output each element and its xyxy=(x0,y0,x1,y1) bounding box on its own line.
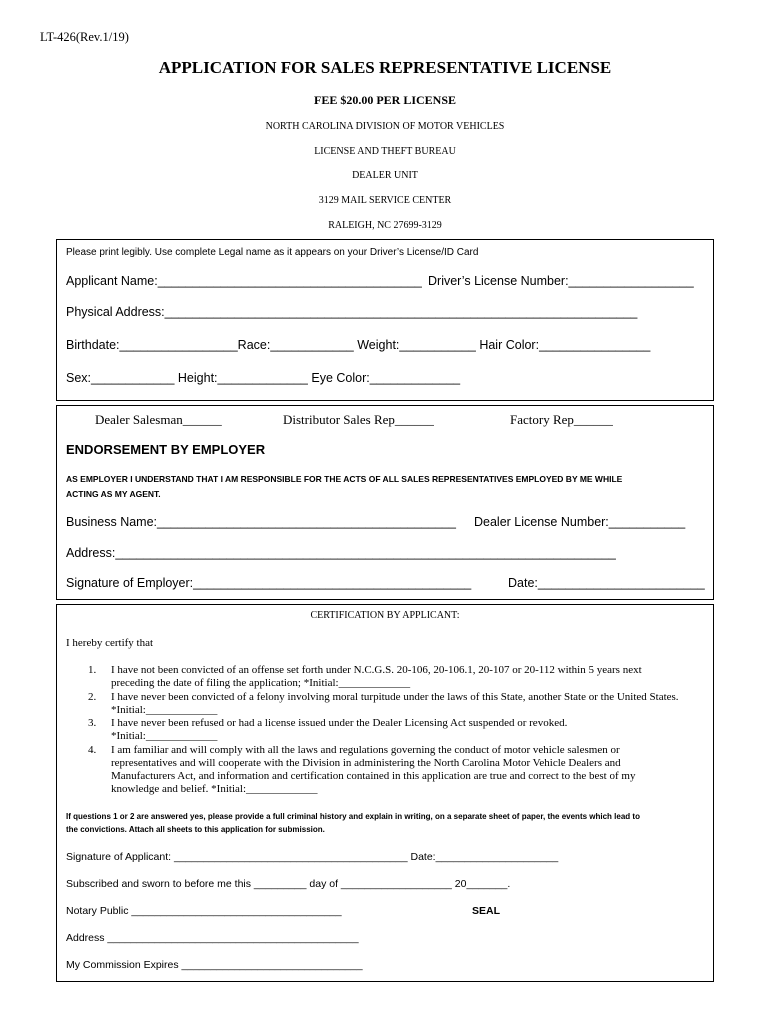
employer-date-field[interactable]: Date:________________________ xyxy=(508,576,705,590)
initial-field-3[interactable]: *Initial:_____________ xyxy=(111,730,218,742)
initial-field-1[interactable]: preceding the date of filing the application; *Initial:_____________ xyxy=(111,677,411,689)
employer-signature-field[interactable]: Signature of Employer:________________________________________ xyxy=(66,576,472,590)
city-state-zip: RALEIGH, NC 27699-3129 xyxy=(328,220,442,231)
certification-intro: I hereby certify that xyxy=(66,637,154,649)
sex-height-eye-row[interactable]: Sex:____________ Height:_____________ Eye Color:_____________ xyxy=(66,371,461,385)
dealer-license-number-field[interactable]: Dealer License Number:___________ xyxy=(474,515,686,529)
factory-rep-option[interactable]: Factory Rep______ xyxy=(510,412,613,427)
applicant-signature-field[interactable]: Signature of Applicant: ________________________________________ Date:_____________________ xyxy=(66,851,559,863)
physical-attributes-row[interactable]: Birthdate:_________________Race:____________ Weight:___________ Hair Color:________________ xyxy=(66,338,651,352)
dealer-salesman-option[interactable]: Dealer Salesman______ xyxy=(95,412,222,427)
business-name-field[interactable]: Business Name:___________________________________________ xyxy=(66,515,456,529)
form-id: LT-426(Rev.1/19) xyxy=(40,30,129,44)
criminal-history-note-line2: the convictions. Attach all sheets to this application for submission. xyxy=(66,825,325,834)
physical-address-field[interactable]: Physical Address:____________________________________________________________________ xyxy=(66,305,638,319)
unit-name: DEALER UNIT xyxy=(352,170,418,181)
initial-field-4[interactable]: knowledge and belief. *Initial:_____________ xyxy=(111,783,318,795)
commission-expires-field[interactable]: My Commission Expires _______________________________ xyxy=(66,959,363,971)
mail-center: 3129 MAIL SERVICE CENTER xyxy=(318,195,452,206)
employer-statement-line2: ACTING AS MY AGENT. xyxy=(66,489,161,499)
certification-heading: CERTIFICATION BY APPLICANT: xyxy=(310,610,460,621)
seal-label: SEAL xyxy=(472,905,501,917)
criminal-history-note-line1: If questions 1 or 2 are answered yes, please provide a full criminal history and explain in writing, on a separate sheet of paper, the events which lead to xyxy=(66,812,640,821)
page-title: APPLICATION FOR SALES REPRESENTATIVE LICENSE xyxy=(158,58,612,77)
employer-section xyxy=(56,405,714,600)
notary-address-field[interactable]: Address ___________________________________________ xyxy=(66,932,359,944)
drivers-license-field[interactable]: Driver’s License Number:__________________ xyxy=(428,274,694,288)
initial-field-2[interactable]: *Initial:_____________ xyxy=(111,704,218,716)
employer-statement-line1: AS EMPLOYER I UNDERSTAND THAT I AM RESPONSIBLE FOR THE ACTS OF ALL SALES REPRESENTATIVES EMPLOYED BY ME WHILE xyxy=(66,474,623,484)
bureau-name: LICENSE AND THEFT BUREAU xyxy=(314,146,456,157)
notary-public-field[interactable]: Notary Public ____________________________________ xyxy=(66,905,342,917)
applicant-name-field[interactable]: Applicant Name:______________________________________ xyxy=(66,274,422,288)
agency-name: NORTH CAROLINA DIVISION OF MOTOR VEHICLES xyxy=(265,121,505,132)
instruction-text: Please print legibly. Use complete Legal name as it appears on your Driver’s License/ID Card xyxy=(66,247,479,258)
subscribed-sworn-field[interactable]: Subscribed and sworn to before me this _________ day of ___________________ 20_______. xyxy=(66,878,511,890)
employer-address-field[interactable]: Address:________________________________________________________________________ xyxy=(66,546,616,560)
endorsement-heading: ENDORSEMENT BY EMPLOYER xyxy=(66,442,266,457)
fee-text: FEE $20.00 PER LICENSE xyxy=(313,93,457,107)
distributor-sales-rep-option[interactable]: Distributor Sales Rep______ xyxy=(283,412,434,427)
